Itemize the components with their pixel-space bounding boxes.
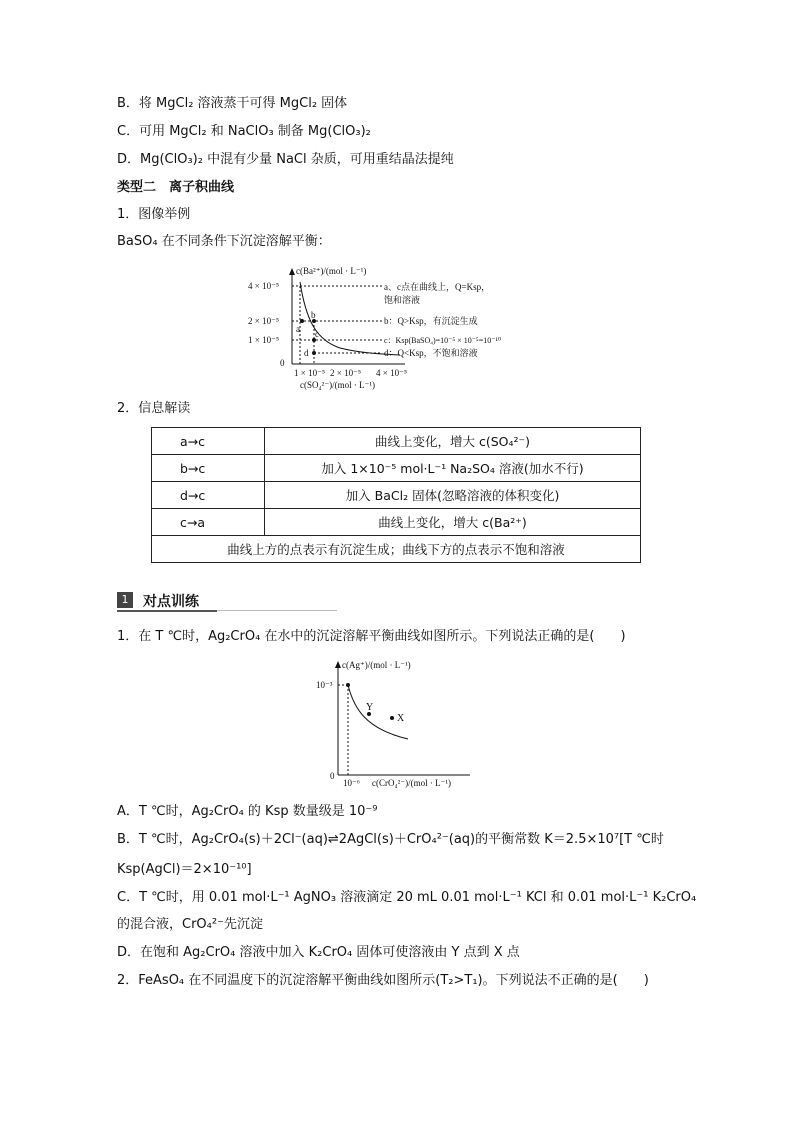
annotation-b: b：Q>Ksp，有沉淀生成 (384, 316, 478, 326)
example-text: BaSO₄ 在不同条件下沉淀溶解平衡： (117, 234, 331, 249)
annotation-ac: a、c点在曲线上，Q=Ksp， (384, 282, 491, 292)
table-row (152, 509, 641, 536)
table-row (152, 428, 641, 455)
ytick-1: 1 × 10⁻⁵ (248, 335, 279, 345)
section-underline-light (217, 610, 337, 611)
row-key: b→c (152, 455, 265, 482)
xtick-1: 1 × 10⁻⁵ (294, 368, 325, 378)
option-d-line: D．Mg(ClO₃)₂ 中混有少量 NaCl 杂质，可用重结晶法提纯 (117, 152, 454, 167)
point-origin-curve (346, 683, 350, 687)
q1-option-a: A．T ℃时，Ag₂CrO₄ 的 Ksp 数量级是 10⁻⁹ (117, 804, 378, 819)
info-table (151, 427, 641, 563)
question1-stem: 1．在 T ℃时，Ag₂CrO₄ 在水中的沉淀溶解平衡曲线如图所示。下列说法正确的是( ) (117, 629, 626, 644)
q1-option-b-line2: Ksp(AgCl)＝2×10⁻¹⁰] (117, 862, 252, 877)
question2-stem: 2．FeAsO₄ 在不同温度下的沉淀溶解平衡曲线如图所示(T₂>T₁)。下列说法不正确的是( ) (117, 973, 649, 988)
point-y-label: Y (366, 702, 374, 713)
q1-option-c-line1: C．T ℃时，用 0.01 mol·L⁻¹ AgNO₃ 溶液滴定 20 mL 0.01 mol·L⁻¹ KCl 和 0.01 mol·L⁻¹ K₂CrO₄ (117, 890, 697, 905)
row-value: 曲线上变化，增大 c(SO₄²⁻) (265, 428, 641, 455)
ytick-2: 2 × 10⁻⁵ (248, 316, 279, 326)
q1-option-d: D．在饱和 Ag₂CrO₄ 溶液中加入 K₂CrO₄ 固体可使溶液由 Y 点到 X 点 (117, 945, 520, 960)
y-axis-label: c(Ag⁺)/(mol · L⁻¹) (342, 660, 411, 670)
ytick-1e-3: 10⁻³ (316, 680, 333, 690)
info-heading: 2．信息解读 (117, 401, 191, 416)
table-row (152, 482, 641, 509)
row-value: 曲线上变化，增大 c(Ba²⁺) (265, 509, 641, 536)
y-axis-label: c(Ba²⁺)/(mol · L⁻¹) (296, 266, 367, 276)
q1-option-b-line1: B．T ℃时，Ag₂CrO₄(s)＋2Cl⁻(aq)⇌2AgCl(s)＋CrO₄²⁻(aq)的平衡常数 K＝2.5×10⁷[T ℃时 (117, 832, 664, 847)
point-d (312, 351, 316, 355)
row-key: c→a (152, 509, 265, 536)
table-row (152, 455, 641, 482)
table-footer-row (152, 536, 641, 563)
row-key: a→c (152, 428, 265, 455)
x-axis-label: c(CrO₄²⁻)/(mol · L⁻¹) (372, 778, 452, 788)
ytick-4: 4 × 10⁻⁵ (248, 281, 279, 291)
row-key: d→c (152, 482, 265, 509)
xtick-4: 4 × 10⁻⁵ (376, 368, 407, 378)
q1-option-c-line2: 的混合液，CrO₄²⁻先沉淀 (117, 917, 263, 932)
row-value: 加入 BaCl₂ 固体(忽略溶液的体积变化) (265, 482, 641, 509)
baso4-figure (240, 262, 550, 392)
point-a (300, 319, 304, 323)
x-axis-label: c(SO₄²⁻)/(mol · L⁻¹) (300, 380, 376, 390)
option-c-line: C．可用 MgCl₂ 和 NaClO₃ 制备 Mg(ClO₃)₂ (117, 124, 371, 139)
option-b-line: B．将 MgCl₂ 溶液蒸干可得 MgCl₂ 固体 (117, 96, 348, 111)
point-a-label: a (296, 324, 300, 334)
ag2cro4-figure (310, 657, 480, 792)
annotation-c: c：Ksp(BaSO₄)=10⁻⁵ × 10⁻⁵=10⁻¹⁰ (384, 336, 502, 345)
ytick-0: 0 (280, 358, 285, 368)
row-value: 加入 1×10⁻⁵ mol·L⁻¹ Na₂SO₄ 溶液(加水不行) (265, 455, 641, 482)
point-d-label: d (304, 348, 309, 358)
point-b-label: b (311, 310, 316, 320)
section-badge-icon: 1 (117, 592, 133, 608)
point-x (390, 716, 394, 720)
point-c-label: c (315, 329, 319, 339)
section-title: 对点训练 (143, 594, 199, 610)
type2-heading: 类型二 离子积曲线 (117, 180, 235, 195)
annotation-saturated: 饱和溶液 (384, 295, 421, 305)
point-x-label: X (397, 713, 405, 724)
xtick-1e-6: 10⁻⁶ (343, 778, 360, 788)
section-underline (117, 610, 217, 612)
origin-label: 0 (330, 771, 335, 781)
example-heading: 1．图像举例 (117, 207, 191, 222)
annotation-d: d：Q<Ksp，不饱和溶液 (384, 348, 478, 358)
practice-section-header (117, 590, 437, 612)
xtick-2: 2 × 10⁻⁵ (330, 368, 361, 378)
table-footer: 曲线上方的点表示有沉淀生成；曲线下方的点表示不饱和溶液 (152, 536, 641, 563)
